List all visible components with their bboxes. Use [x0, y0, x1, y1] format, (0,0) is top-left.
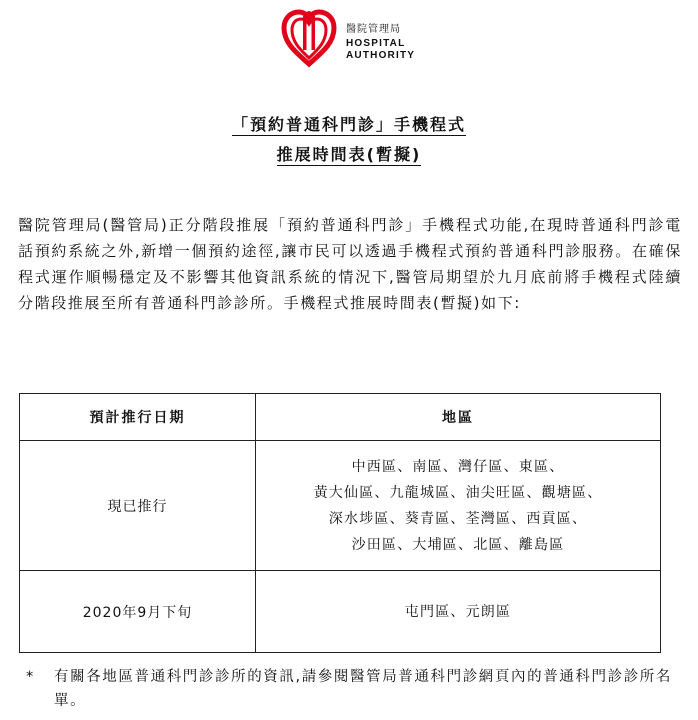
logo-english-line1: HOSPITAL — [346, 38, 406, 49]
page-subtitle — [0, 142, 698, 165]
rollout-schedule-table — [19, 393, 661, 653]
page-title-line1: 「預約普通科門診」手機程式 — [231, 115, 466, 134]
hospital-authority-emblem-icon — [280, 8, 338, 68]
page-title-line2: 推展時間表(暫擬) — [276, 145, 422, 164]
table-header-row — [20, 394, 661, 441]
table-row — [20, 441, 661, 571]
page-title — [0, 112, 698, 135]
row-districts — [256, 441, 661, 571]
footnote — [26, 665, 686, 713]
table-row — [20, 571, 661, 653]
district-line: 黃大仙區、九龍城區、油尖旺區、觀塘區、 — [313, 484, 603, 501]
logo-english-line2: AUTHORITY — [346, 50, 416, 61]
district-line: 中西區、南區、灣仔區、東區、 — [351, 458, 565, 475]
hospital-authority-logo — [280, 8, 430, 68]
row-date: 2020年9月下旬 — [20, 571, 256, 653]
footnote-text: 有關各地區普通科門診診所的資訊,請參閱醫管局普通科門診網頁內的普通科門診診所名單。 — [54, 669, 673, 709]
row-districts — [256, 571, 661, 653]
logo-english-name — [346, 38, 415, 62]
header-district: 地區 — [256, 394, 661, 441]
district-line: 屯門區、元朗區 — [404, 603, 512, 620]
logo-chinese-name: 醫院管理局 — [346, 24, 401, 35]
district-line: 深水埗區、葵青區、荃灣區、西貢區、 — [328, 510, 588, 527]
header-date: 預計推行日期 — [20, 394, 256, 441]
intro-paragraph: 醫院管理局(醫管局)正分階段推展「預約普通科門診」手機程式功能,在現時普通科門診電話預約系統之外,新增一個預約途徑,讓市民可以透過手機程式預約普通科門診服務。在確保程式運作順暢穩定及不影響其他資訊系統的情況下,醫管局期望於九月底前將手機程式陸續分階段推展至所有普通科門診診所。手機程式推展時間表(暫擬)如下: — [18, 216, 682, 312]
footnote-marker: * — [26, 669, 35, 685]
row-date: 現已推行 — [20, 441, 256, 571]
district-line: 沙田區、大埔區、北區、離島區 — [351, 536, 565, 553]
